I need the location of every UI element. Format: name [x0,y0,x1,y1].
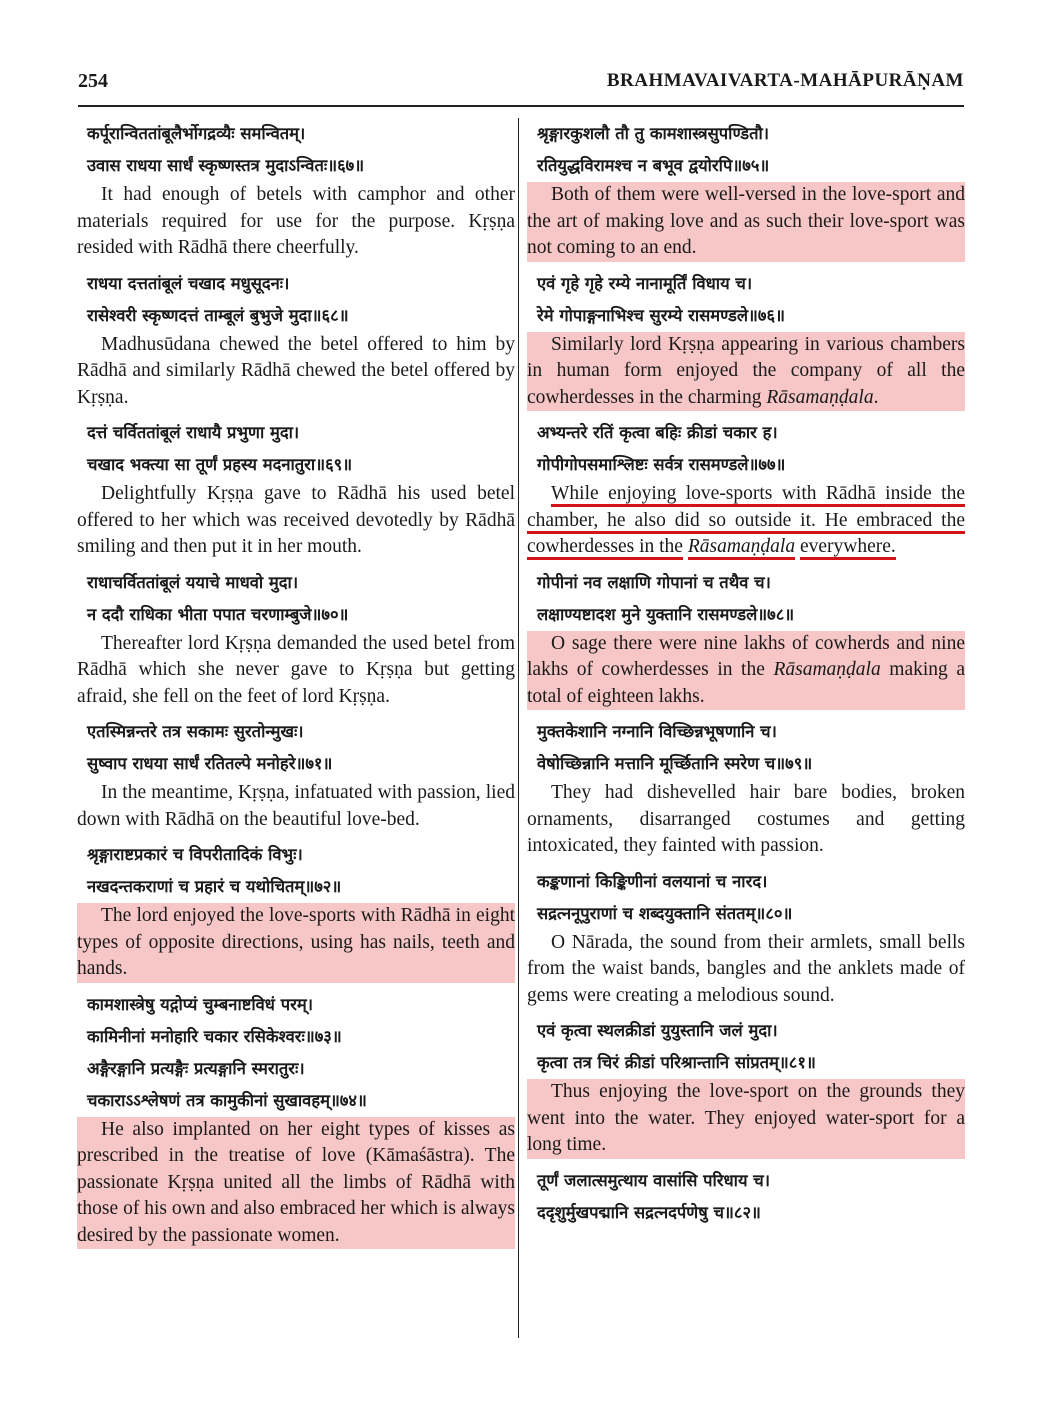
verse-line: कामशास्त्रेषु यद्गोप्यं चुम्बनाष्टविधं परम्। [87,994,313,1014]
verse-line: चकाराऽऽश्लेषणं तत्र कामुकीनां सुखावहम्॥७४॥ [87,1090,367,1110]
verse-line: श्रृङ्गारकुशलौ तौ तु कामशास्त्रसुपण्डितौ। [537,124,770,143]
underlined-text: everywhere. [800,536,896,560]
verse-line: एवं कृत्वा स्थलक्रीडां युयुस्तानि जलं मुदा। [537,1021,778,1040]
place-name: Rāsamaṇḍala [766,386,874,408]
highlighted-translation-81: Thus enjoying the love-sport on the grounds they went into the water. They enjoyed water-sport for a long time. [527,1079,965,1159]
header-rule [78,105,964,107]
verse-line: ददृशुर्मुखपद्मानि सद्रत्नदर्पणेषु च॥८२॥ [537,1202,761,1222]
running-head: BRAHMAVAIVARTA-MAHĀPURĀṆAM [606,70,964,91]
translation-text: O sage there were nine lakhs of cowherds and nine lakhs of cowherdesses in the [527,632,965,680]
translation-80: O Nārada, the sound from their armlets, small bells from the waist bands, bangles and the anklets made of gems were creating a melodious sound. [527,931,965,1006]
verse-line: नखदन्तकराणां च प्रहारं च यथोचितम्॥७२॥ [87,877,342,896]
translation-text: Similarly lord Kṛṣṇa appearing in various chambers in human form enjoyed the company of all the cowherdesses in the charming [527,333,965,408]
translation-71: In the meantime, Kṛṣṇa, infatuated with passion, lied down with Rādhā on the beautiful love-bed. [77,782,515,830]
column-divider [518,118,519,1338]
verse-line: एतस्मिन्नन्तरे तत्र सकामः सुरतोन्मुखः। [87,722,304,741]
verse-line: अङ्गैरङ्गानि प्रत्यङ्गैः प्रत्यङ्गानि स्मरातुरः। [87,1058,305,1078]
verse-line: गोपीनां नव लक्षाणि गोपानां च तथैव च। [537,572,771,592]
verse-line: गोपीगोपसमाश्लिष्टः सर्वत्र रासमण्डले॥७७॥ [537,455,786,474]
right-column [527,118,965,1229]
verse-line: चखाद भक्त्या सा तूर्णं प्रहस्य मदनातुरा॥६९॥ [87,455,353,474]
place-name: Rāsamaṇḍala [773,659,881,680]
verse-line: रेमे गोपाङ्गनाभिश्च सुरम्ये रासमण्डले॥७६॥ [537,305,785,325]
left-column [77,118,515,1255]
verse-line: कर्पूरान्विततांबूलैर्भोगद्रव्यैः समन्वितम्। [87,124,306,143]
verse-line: सुष्वाप राधया सार्धं रतितल्पे मनोहरे॥७१॥ [87,754,333,773]
verse-line: राधया दत्ततांबूलं चखाद मधुसूदनः। [87,273,290,293]
translation-67: It had enough of betels with camphor and other materials required for use for the purpose. Kṛṣṇa resided with Rādhā there cheerfully. [77,184,515,258]
verse-line: रतियुद्धविरामश्च न बभूव द्वयोरपि॥७५॥ [537,156,770,175]
verse-line: कङ्कणानां किङ्किणीनां वलयानां च नारद। [537,871,768,891]
highlighted-translation-74: He also implanted on her eight types of kisses as prescribed in the treatise of love (Kāmaśāstra). The passionate Kṛṣṇa united all the limbs of Rādhā with those of his own and also embraced her which is always desired by the passionate women. [77,1117,515,1250]
translation-text: making a total of eighteen lakhs. [527,659,966,707]
translation-79: They had dishevelled hair bare bodies, broken ornaments, disarranged costumes and getting intoxicated, they fainted with passion. [527,782,965,856]
verse-line: मुक्तकेशानि नग्नानि विच्छिन्नभूषणानि च। [537,722,777,741]
highlighted-translation-75: Both of them were well-versed in the love-sport and the art of making love and as such their love-sport was not coming to an end. [527,182,965,262]
translation-69: Delightfully Kṛṣṇa gave to Rādhā his used betel offered to her which was received devotedly by Rādhā smiling and then put it in her mouth. [77,483,515,557]
verse-line: कृत्वा तत्र चिरं क्रीडां परिश्रान्तानि सांप्रतम्॥८१॥ [537,1053,816,1072]
verse-line: वेषोच्छिन्नानि मत्तानि मूर्च्छितानि स्मरेण च॥७९॥ [537,754,813,773]
verse-line: अभ्यन्तरे रतिं कृत्वा बहिः क्रीडां चकार ह। [537,423,778,442]
verse-line: दत्तं चर्विततांबूलं राधायै प्रभुणा मुदा। [87,423,300,442]
verse-line: श्रृङ्गाराष्टप्रकारं च विपरीतादिकं विभुः। [87,845,303,864]
verse-line: सद्रत्ननूपुराणां च शब्दयुक्तानि संततम्॥८०॥ [537,903,793,923]
translation-68: Madhusūdana chewed the betel offered to him by Rādhā and similarly Rādhā chewed the betel offered by Kṛṣṇa. [77,333,515,408]
underlined-text: While enjoying love-sports with Rādhā inside the chamber, he also did so outside it. He embraced the cowherdesses in the [527,483,965,560]
verse-line: राधाचर्विततांबूलं ययाचे माधवो मुदा। [87,572,299,592]
highlighted-translation-78 [527,631,965,711]
verse-line: कामिनीनां मनोहारि चकार रसिकेश्वरः॥७३॥ [87,1026,342,1046]
underlined-translation-77 [527,481,965,561]
verse-line: लक्षाण्यष्टादश मुने युक्तानि रासमण्डले॥७८॥ [537,604,795,624]
translation-70: Thereafter lord Kṛṣṇa demanded the used betel from Rādhā which she never gave to Kṛṣṇa but getting afraid, she fell on the feet of lord Kṛṣṇa. [77,632,515,707]
verse-line: एवं गृहे गृहे रम्ये नानामूर्तिं विधाय च। [537,273,753,293]
highlighted-translation-72: The lord enjoyed the love-sports with Rādhā in eight types of opposite directions, using has nails, teeth and hands. [77,903,515,983]
verse-line: तूर्णं जलात्समुत्थाय वासांसि परिधाय च। [537,1170,770,1190]
place-name: Rāsamaṇḍala [688,536,795,560]
verse-line: रासेश्वरी स्कृष्णदत्तं ताम्बूलं बुभुजे मुदा॥६८॥ [87,305,349,325]
verse-line: न ददौ राधिका भीता पपात चरणाम्बुजे॥७०॥ [87,604,349,624]
highlighted-translation-76: Similarly lord Kṛṣṇa appearing in various chambers in human form enjoyed the company of all the cowherdesses in the charming Rāsamaṇḍala. [527,332,965,412]
verse-line: उवास राधया सार्धं स्कृष्णस्तत्र मुदाऽन्वितः॥६७॥ [87,156,365,175]
page-number: 254 [78,70,108,92]
